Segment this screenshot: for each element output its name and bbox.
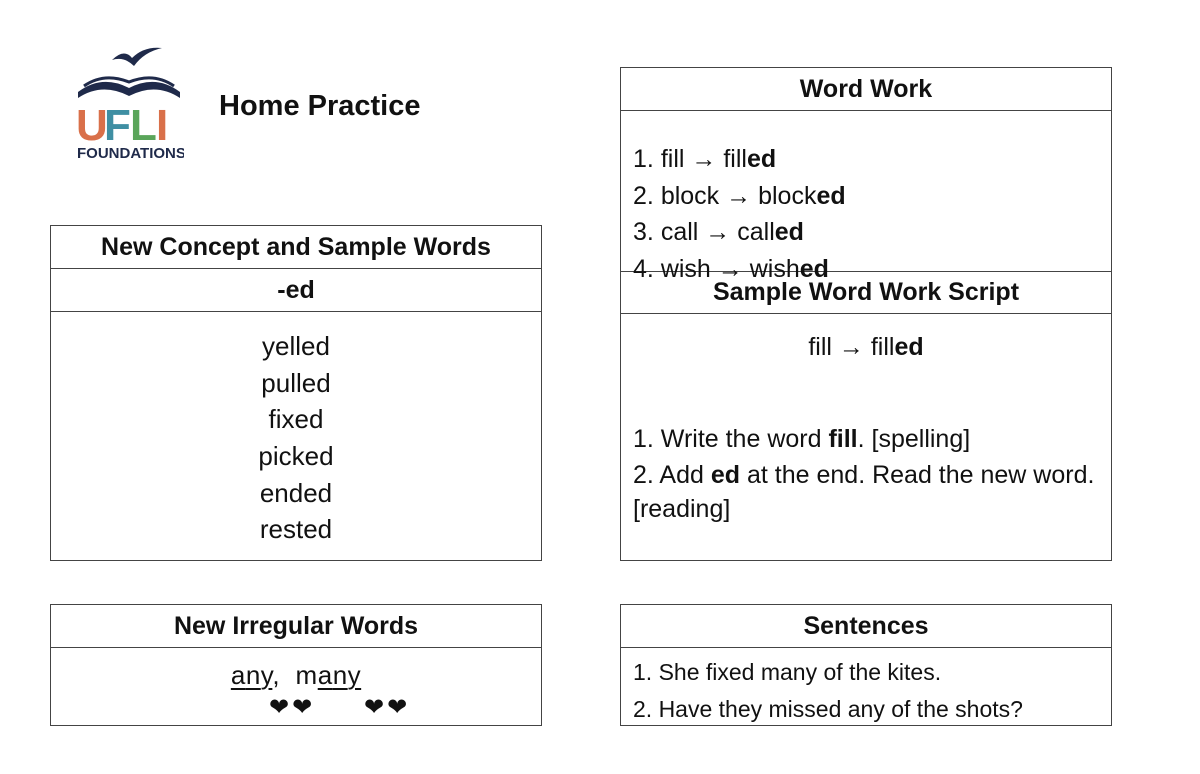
ufli-logo xyxy=(74,44,184,164)
sentence: 2. Have they missed any of the shots? xyxy=(633,696,1023,722)
word-work-item: 2. block → blocked xyxy=(633,181,846,210)
sample-word: rested xyxy=(259,514,333,545)
logo-letter-l: L xyxy=(130,101,157,150)
concept-panel xyxy=(50,225,542,561)
word-work-header: Word Work xyxy=(621,68,1111,111)
irregular-header: New Irregular Words xyxy=(51,605,541,648)
script-example: fill → filled xyxy=(808,333,924,361)
script-header: Sample Word Work Script xyxy=(621,271,1111,314)
logo-letter-f: F xyxy=(104,101,131,150)
book-birds-icon xyxy=(74,44,184,164)
sentences-panel xyxy=(620,604,1112,726)
sample-words-list xyxy=(51,312,541,548)
page-title: Home Practice xyxy=(219,90,421,122)
sample-word: fixed xyxy=(268,404,324,435)
sample-word: picked xyxy=(258,441,334,472)
sentences-list xyxy=(621,648,1111,728)
word-work-item: 4. wish → wished xyxy=(633,254,829,283)
word-work-panel xyxy=(620,67,1112,561)
concept-subheader: -ed xyxy=(51,269,541,312)
heart-icon: ❤❤ xyxy=(269,694,316,721)
sample-word: yelled xyxy=(262,331,330,361)
logo-subtitle: FOUNDATIONS xyxy=(77,145,184,162)
script-step: 1. Write the word fill. [spelling] xyxy=(633,425,971,453)
word-work-item: 3. call → called xyxy=(633,218,804,246)
sample-word: pulled xyxy=(261,367,331,398)
script-step: 2. Add ed at the end. Read the new word. [reading] xyxy=(633,461,1095,523)
word-work-list xyxy=(621,111,1111,283)
irregular-word-many: many xyxy=(295,660,362,690)
irregular-words: any, many xyxy=(230,660,362,690)
sentence: 1. She fixed many of the kites. xyxy=(633,659,942,685)
sample-word: ended xyxy=(259,477,333,508)
concept-header: New Concept and Sample Words xyxy=(51,226,541,269)
irregular-word-any: any xyxy=(230,660,273,690)
irregular-words-panel xyxy=(50,604,542,726)
logo-letter-i: I xyxy=(156,101,169,150)
heart-icon: ❤❤ xyxy=(364,694,411,721)
word-work-item: 1. fill → filled xyxy=(633,145,777,173)
sentences-header: Sentences xyxy=(621,605,1111,648)
script-steps xyxy=(621,362,1111,526)
logo-letter-u: U xyxy=(76,101,108,150)
